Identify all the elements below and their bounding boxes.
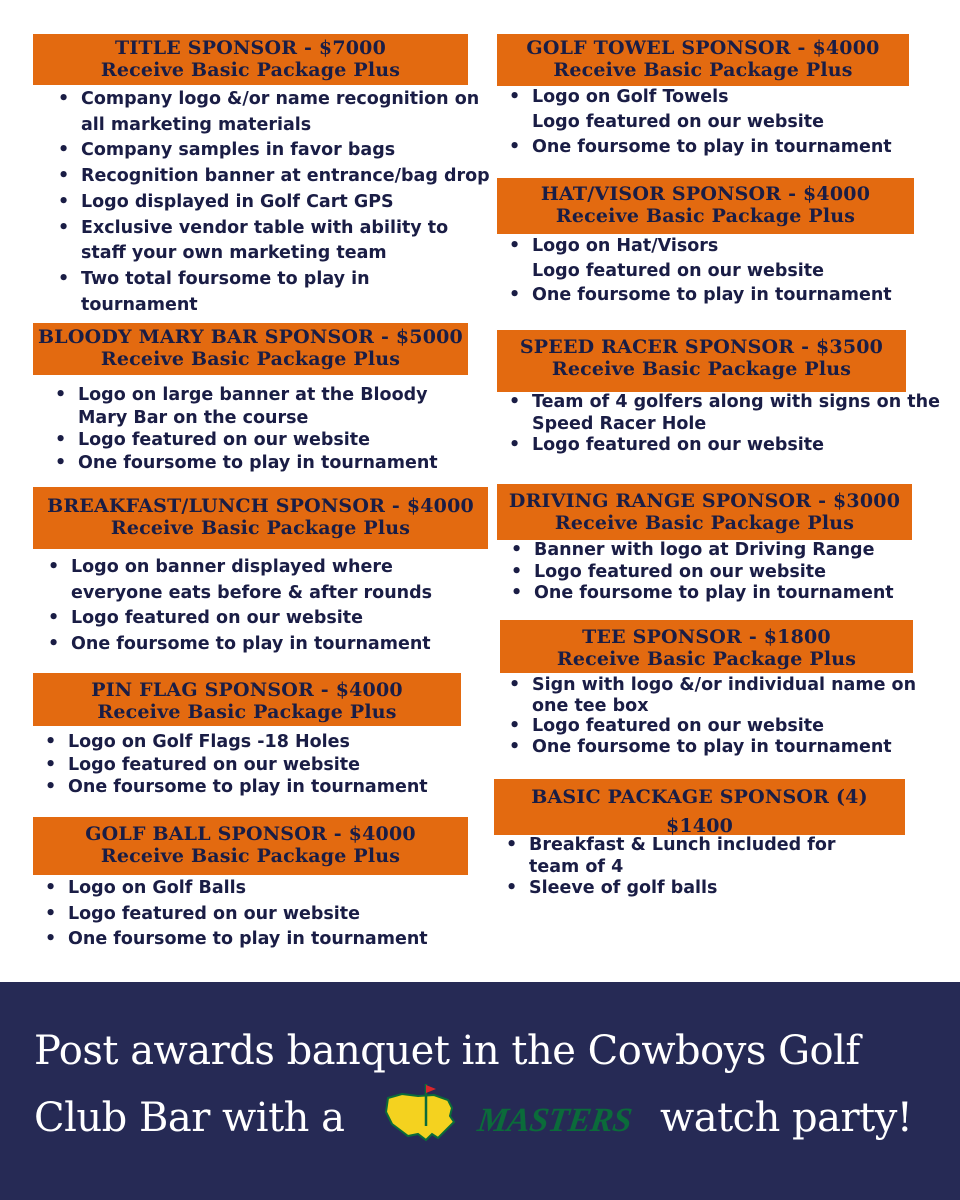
benefit-list bbox=[52, 384, 438, 475]
list-item: • Logo featured on our website bbox=[511, 561, 827, 582]
list-item: • Logo featured on our website bbox=[509, 716, 825, 737]
list-item: • Logo on banner displayed where bbox=[48, 557, 393, 577]
sponsor-header bbox=[497, 484, 912, 540]
list-item: • Logo on Hat/Visors bbox=[509, 236, 719, 256]
list-item: all marketing materials bbox=[81, 114, 312, 135]
list-item: • One foursome to play in tournament bbox=[48, 633, 431, 654]
benefit-list bbox=[506, 234, 892, 308]
list-item: • Logo on large banner at the Bloody bbox=[55, 385, 428, 405]
sponsor-subheading: Receive Basic Package Plus bbox=[551, 358, 852, 380]
sponsor-header bbox=[33, 817, 468, 875]
benefit-list bbox=[506, 85, 892, 160]
list-item: everyone eats before & after rounds bbox=[71, 582, 433, 603]
banner-line-1: Post awards banquet in the Cowboys Golf bbox=[34, 1028, 860, 1074]
benefit-list bbox=[42, 876, 428, 953]
list-item: • Two total foursome to play in bbox=[58, 268, 370, 289]
sponsor-heading: HAT/VISOR SPONSOR - $4000 bbox=[540, 183, 871, 205]
benefit-list bbox=[506, 675, 916, 758]
list-item: Speed Racer Hole bbox=[532, 413, 707, 434]
banner-line-2-start: Club Bar with a bbox=[34, 1095, 345, 1141]
sponsor-subheading: Receive Basic Package Plus bbox=[100, 59, 401, 81]
list-item: • Logo on Golf Balls bbox=[45, 878, 247, 898]
list-item: • Logo featured on our website bbox=[45, 903, 361, 924]
list-item: • Logo featured on our website bbox=[48, 608, 364, 628]
list-item: • Company logo &/or name recognition on bbox=[58, 89, 480, 109]
benefit-list bbox=[45, 555, 432, 657]
list-item: tournament bbox=[81, 294, 198, 315]
masters-logo bbox=[384, 1082, 644, 1148]
sponsor-heading: BLOODY MARY BAR SPONSOR - $5000 bbox=[38, 326, 463, 348]
flag-icon bbox=[426, 1085, 436, 1093]
list-item: • One foursome to play in tournament bbox=[509, 737, 892, 758]
list-item: • One foursome to play in tournament bbox=[509, 137, 892, 157]
list-item: • Logo featured on our website bbox=[55, 430, 371, 451]
list-item: • One foursome to play in tournament bbox=[511, 583, 894, 604]
benefit-list bbox=[55, 87, 490, 318]
benefit-list bbox=[506, 392, 940, 457]
sponsor-header bbox=[497, 330, 906, 392]
benefit-list bbox=[508, 540, 894, 605]
list-item: • Logo on Golf Flags -18 Holes bbox=[45, 732, 350, 752]
benefit-list bbox=[42, 731, 428, 799]
list-item: team of 4 bbox=[529, 856, 624, 877]
list-item: staff your own marketing team bbox=[81, 243, 387, 264]
list-item: • One foursome to play in tournament bbox=[45, 929, 428, 949]
sponsor-heading: SPEED RACER SPONSOR - $3500 bbox=[519, 336, 884, 358]
list-item: • One foursome to play in tournament bbox=[45, 777, 428, 797]
masters-logo-text: MASTERS bbox=[475, 1102, 634, 1139]
sponsor-subheading: Receive Basic Package Plus bbox=[110, 517, 411, 539]
sponsor-heading: BASIC PACKAGE SPONSOR (4) bbox=[531, 786, 868, 808]
sponsor-subheading: Receive Basic Package Plus bbox=[100, 348, 401, 370]
sponsor-heading: TITLE SPONSOR - $7000 bbox=[114, 37, 387, 59]
list-item: • Team of 4 golfers along with signs on the bbox=[509, 392, 940, 412]
sponsor-subheading: Receive Basic Package Plus bbox=[555, 205, 856, 227]
sponsor-price: $1400 bbox=[665, 815, 734, 837]
list-item: one tee box bbox=[532, 695, 649, 716]
list-item: • Logo displayed in Golf Cart GPS bbox=[58, 191, 394, 212]
list-item: • One foursome to play in tournament bbox=[509, 285, 892, 306]
sponsor-heading: BREAKFAST/LUNCH SPONSOR - $4000 bbox=[47, 495, 474, 517]
sponsor-header bbox=[494, 779, 905, 835]
masters-map-icon bbox=[386, 1094, 454, 1140]
sponsor-subheading: Receive Basic Package Plus bbox=[553, 59, 853, 81]
banner-line-2-end: watch party! bbox=[660, 1095, 913, 1141]
list-item: • Logo featured on our website bbox=[45, 754, 361, 775]
sponsor-subheading: Receive Basic Package Plus bbox=[100, 845, 401, 867]
benefit-list bbox=[503, 835, 836, 900]
list-item: • Sleeve of golf balls bbox=[506, 878, 718, 899]
sponsor-subheading: Receive Basic Package Plus bbox=[97, 701, 397, 723]
sponsor-subheading: Receive Basic Package Plus bbox=[556, 648, 857, 670]
sponsor-subheading: Receive Basic Package Plus bbox=[554, 512, 855, 534]
sponsor-header bbox=[33, 34, 468, 85]
list-item: • Exclusive vendor table with ability to bbox=[58, 217, 449, 238]
sponsor-header bbox=[500, 620, 913, 673]
list-item: Logo featured on our website bbox=[532, 260, 825, 281]
list-item: • Banner with logo at Driving Range bbox=[511, 540, 875, 560]
sponsor-header bbox=[33, 673, 461, 726]
sponsor-heading: DRIVING RANGE SPONSOR - $3000 bbox=[508, 490, 901, 512]
sponsor-heading: TEE SPONSOR - $1800 bbox=[582, 626, 831, 648]
sponsor-header bbox=[497, 34, 909, 86]
list-item: • Logo featured on our website bbox=[509, 435, 825, 456]
list-item: Logo featured on our website bbox=[532, 112, 825, 132]
sponsor-heading: GOLF TOWEL SPONSOR - $4000 bbox=[526, 37, 880, 59]
sponsor-header bbox=[33, 323, 468, 375]
sponsor-header bbox=[33, 487, 488, 549]
list-item: • Recognition banner at entrance/bag drop bbox=[58, 166, 490, 187]
sponsor-heading: PIN FLAG SPONSOR - $4000 bbox=[91, 679, 403, 701]
sponsor-header bbox=[497, 178, 914, 234]
sponsor-heading: GOLF BALL SPONSOR - $4000 bbox=[85, 823, 416, 845]
list-item: • Logo on Golf Towels bbox=[509, 87, 729, 107]
list-item: • Breakfast & Lunch included for bbox=[506, 835, 836, 855]
list-item: • One foursome to play in tournament bbox=[55, 453, 438, 474]
list-item: • Company samples in favor bags bbox=[58, 140, 396, 161]
list-item: Mary Bar on the course bbox=[78, 407, 309, 428]
list-item: • Sign with logo &/or individual name on bbox=[509, 675, 917, 695]
